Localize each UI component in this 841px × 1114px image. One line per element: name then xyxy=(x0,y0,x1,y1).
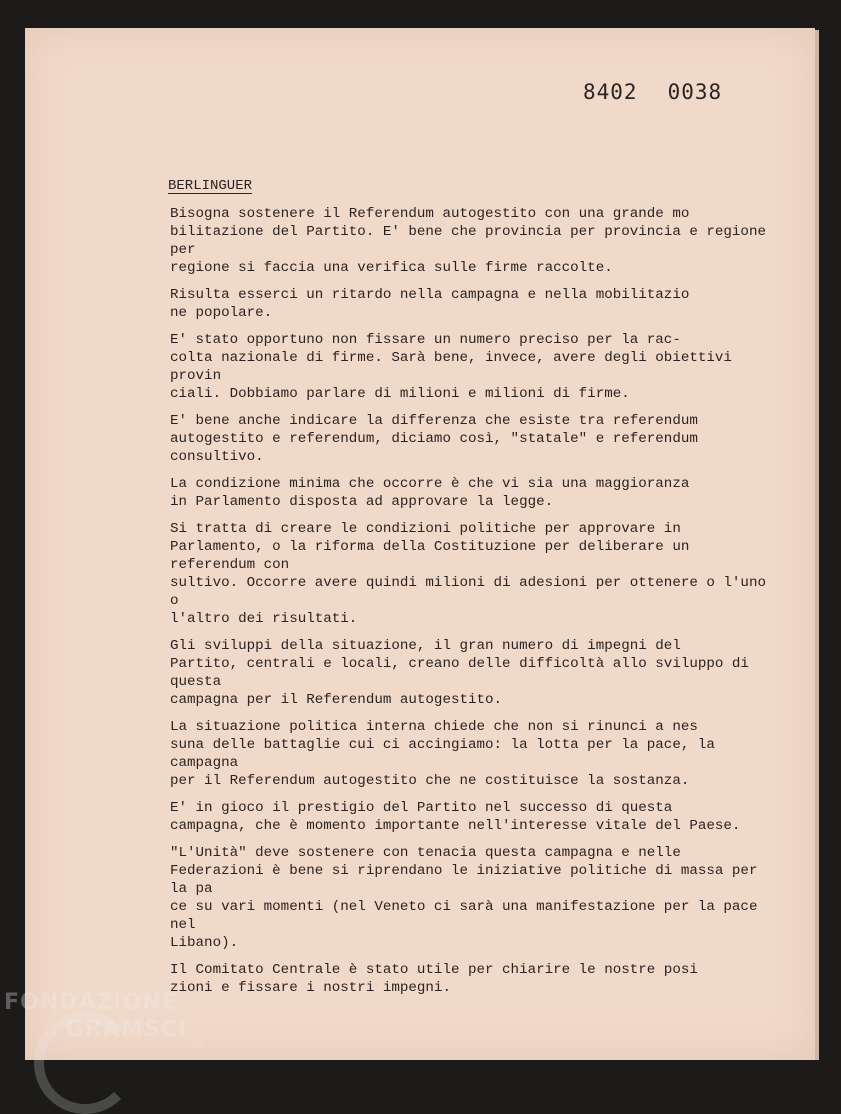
paragraph: Gli sviluppi della situazione, il gran numero di impegni del Partito, centrali e locali, creano delle difficoltà allo sviluppo di questa campagna per il Referendum autogestito. xyxy=(170,638,749,708)
paragraph: E' stato opportuno non fissare un numero preciso per la rac- colta nazionale di firme. Sarà bene, invece, avere degli obiettivi provin ciali. Dobbiamo parlare di milioni e milioni di firme. xyxy=(170,332,732,402)
paragraph: Il Comitato Centrale è stato utile per chiarire le nostre posi zioni e fissare i nostri impegni. xyxy=(170,962,698,996)
paragraph: La condizione minima che occorre è che vi sia una maggioranza in Parlamento disposta ad approvare la legge. xyxy=(170,476,690,510)
speaker-heading: BERLINGUER xyxy=(168,178,253,194)
watermark-line: GRAMSCI xyxy=(66,1017,188,1042)
paragraph: Bisogna sostenere il Referendum autogestito con una grande mo bilitazione del Partito. E' bene che provincia per provincia e regione per regione si faccia una verifica sulle firme raccolte. xyxy=(170,206,766,276)
paper-edge xyxy=(815,30,819,1060)
document-number xyxy=(583,80,752,104)
paragraph: Si tratta di creare le condizioni politiche per approvare in Parlamento, o la riforma della Costituzione per deliberare un referendum con sultivo. Occorre avere quindi milioni di adesioni per ottenere o l'uno o l'altro dei risultati. xyxy=(170,521,766,627)
paragraph: "L'Unità" deve sostenere con tenacia questa campagna e nelle Federazioni è bene si riprendano le iniziative politiche di massa per la pa ce su vari momenti (nel Veneto ci sarà una manifestazione per la pace nel Libano). xyxy=(170,845,758,951)
document-number-part: 8402 xyxy=(583,80,638,104)
document-body xyxy=(170,205,770,1006)
document-number-part: 0038 xyxy=(667,80,723,104)
paragraph: La situazione politica interna chiede che non si rinunci a nes suna delle battaglie cui ci accingiamo: la lotta per la pace, la campagna per il Referendum autogestito che ne costituisce la sostanza. xyxy=(170,719,715,789)
paragraph: Risulta esserci un ritardo nella campagna e nella mobilitazio ne popolare. xyxy=(170,287,690,321)
watermark-line: FONDAZIONE xyxy=(4,990,178,1015)
paragraph: E' in gioco il prestigio del Partito nel successo di questa campagna, che è momento importante nell'interesse vitale del Paese. xyxy=(170,800,741,834)
paragraph: E' bene anche indicare la differenza che esiste tra referendum autogestito e referendum, diciamo così, "statale" e referendum consultivo. xyxy=(170,413,698,465)
watermark xyxy=(4,990,203,1051)
watermark-line: onlus xyxy=(174,1038,204,1051)
